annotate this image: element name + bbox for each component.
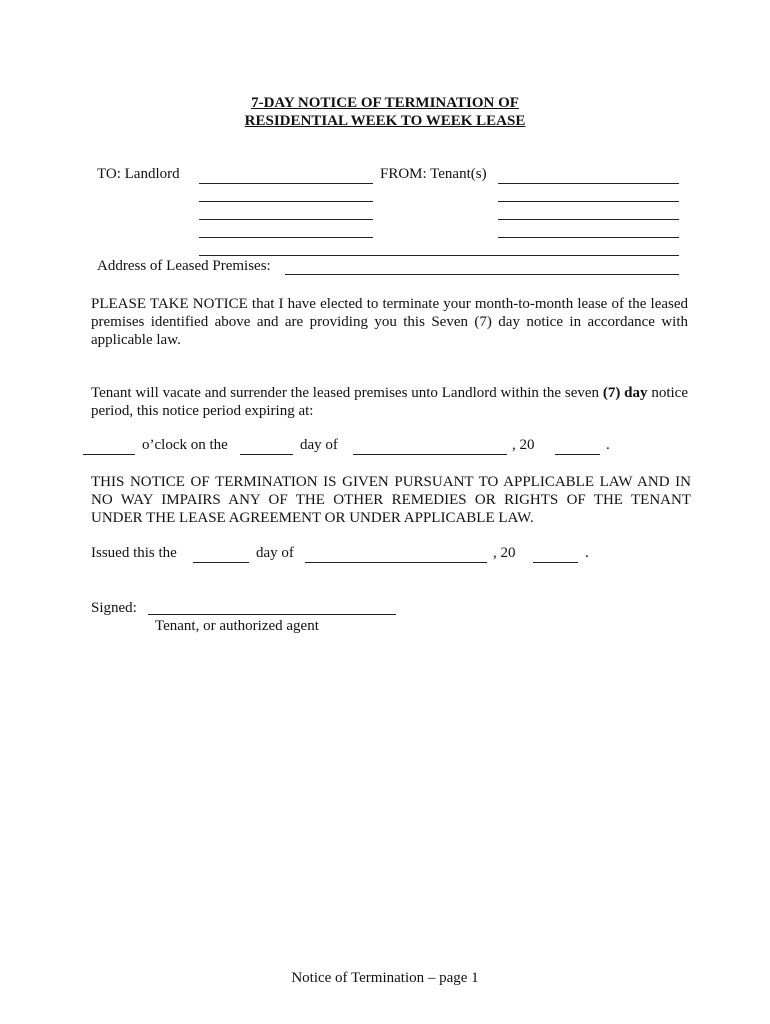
legal-paragraph: THIS NOTICE OF TERMINATION IS GIVEN PURSUANT TO APPLICABLE LAW AND IN NO WAY IMPAIRS ANY OF THE OTHER REMEDIES OR RIGHTS OF THE TENANT UNDER THE LEASE AGREEMENT OR UNDER APPLICABLE LAW. [91, 474, 691, 526]
issued-day-of-label: day of [256, 545, 294, 561]
tenant-name-field-2[interactable] [498, 201, 679, 202]
signature-caption: Tenant, or authorized agent [155, 618, 319, 634]
landlord-name-field-1[interactable] [199, 183, 373, 184]
vacate-text-start: Tenant will vacate and surrender the leased premises unto Landlord within the seven [91, 385, 603, 401]
notice-paragraph: PLEASE TAKE NOTICE that I have elected to terminate your month-to-month lease of the leased premises identified above and are providing you this Seven (7) day notice in accordance with applicable law. [91, 296, 688, 348]
tenant-name-field-4[interactable] [498, 237, 679, 238]
expiry-period: . [606, 437, 610, 453]
address-label: Address of Leased Premises: [97, 258, 271, 274]
landlord-name-field-2[interactable] [199, 201, 373, 202]
landlord-name-field-4[interactable] [199, 237, 373, 238]
signed-label: Signed: [91, 600, 137, 616]
expiry-hour-field[interactable] [83, 454, 135, 455]
vacate-paragraph [91, 384, 688, 420]
to-landlord-label: TO: Landlord [97, 166, 180, 182]
tenant-name-field-3[interactable] [498, 219, 679, 220]
issued-day-field[interactable] [193, 562, 249, 563]
landlord-name-field-3[interactable] [199, 219, 373, 220]
expiry-year-prefix: , 20 [512, 437, 535, 453]
document-title-line-2: RESIDENTIAL WEEK TO WEEK LEASE [244, 113, 526, 129]
tenant-name-field-1[interactable] [498, 183, 679, 184]
issued-year-field[interactable] [533, 562, 578, 563]
page-footer: Notice of Termination – page 1 [291, 970, 479, 986]
signature-field[interactable] [148, 614, 396, 615]
vacate-text-bold: (7) day [602, 385, 648, 401]
issued-year-prefix: , 20 [493, 545, 516, 561]
address-field[interactable] [285, 274, 679, 275]
document-title-line-1: 7-DAY NOTICE OF TERMINATION OF [251, 95, 519, 111]
divider-line [199, 255, 679, 256]
expiry-month-field[interactable] [353, 454, 507, 455]
expiry-day-field[interactable] [240, 454, 293, 455]
issued-label: Issued this the [91, 545, 177, 561]
vacate-text-end: notice period, this notice period expiring at: [91, 385, 688, 419]
from-tenant-label: FROM: Tenant(s) [380, 166, 487, 182]
oclock-label: o’clock on the [142, 437, 228, 453]
expiry-year-field[interactable] [555, 454, 600, 455]
issued-month-field[interactable] [305, 562, 487, 563]
issued-period: . [585, 545, 589, 561]
expiry-day-of-label: day of [300, 437, 338, 453]
